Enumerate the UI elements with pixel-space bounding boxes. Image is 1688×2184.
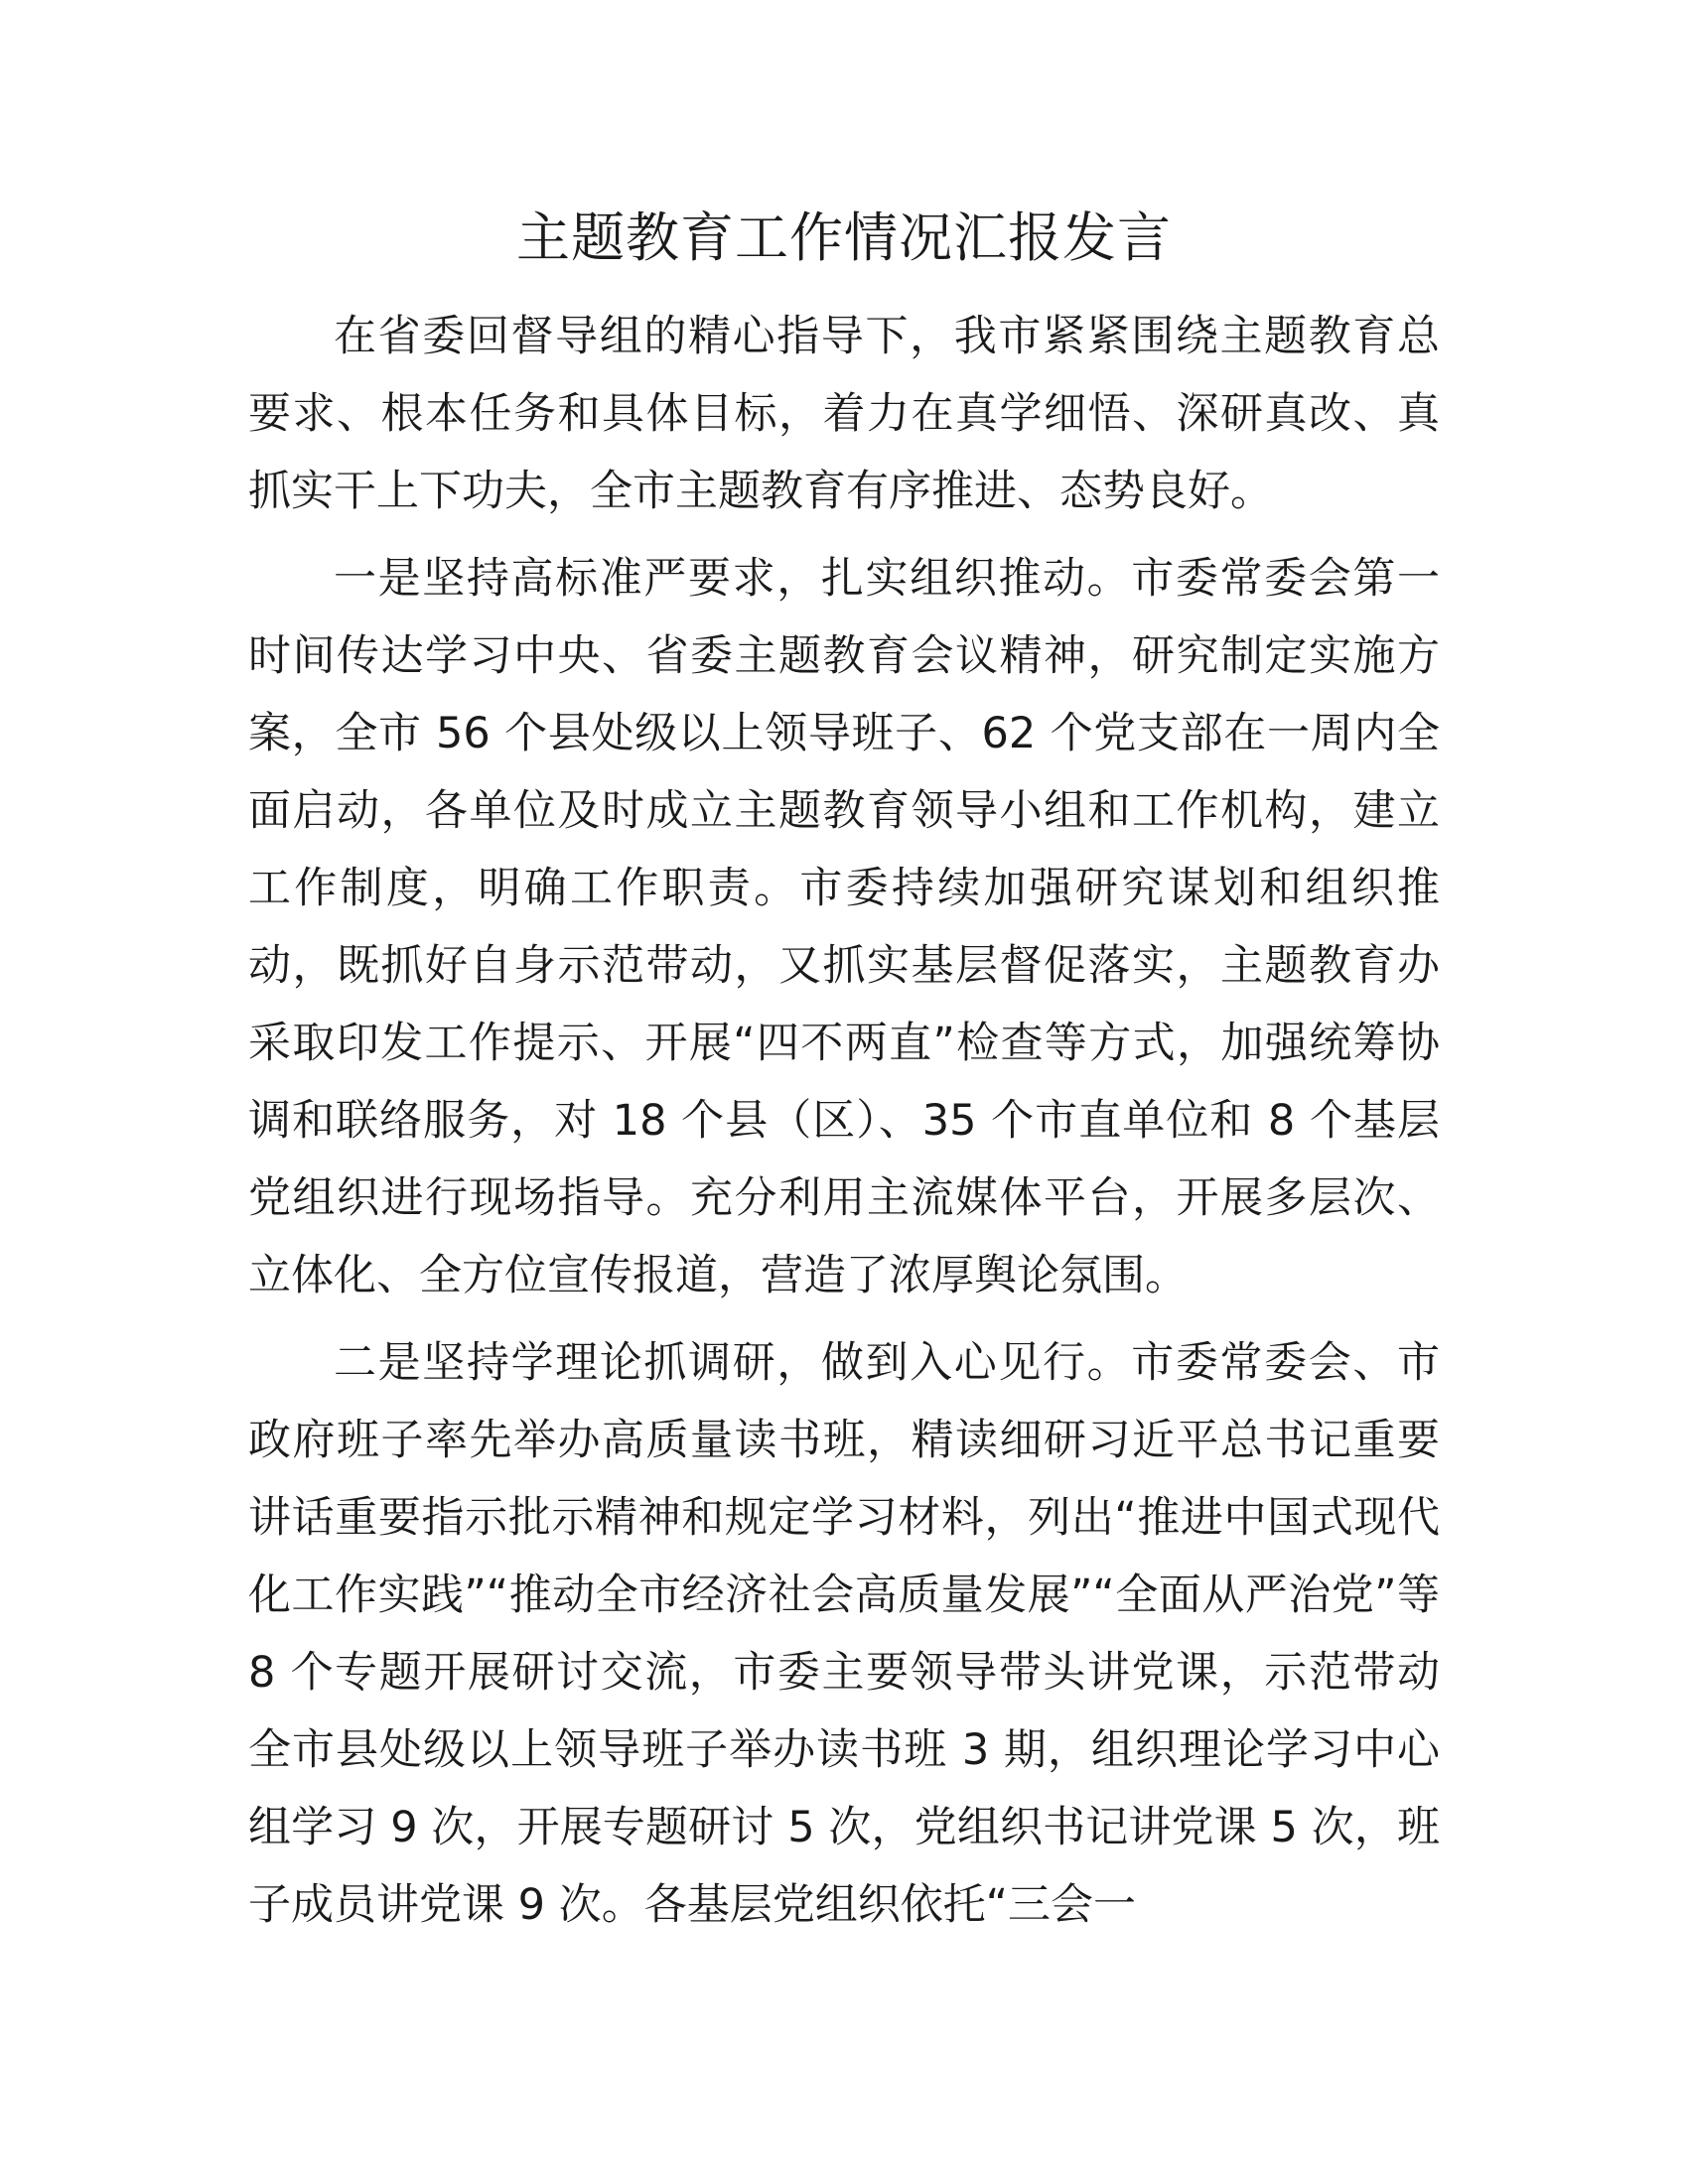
document-title: 主题教育工作情况汇报发言 xyxy=(516,206,1172,269)
document-body xyxy=(248,298,1440,1954)
paragraph-intro: 在省委回督导组的精心指导下，我市紧紧围绕主题教育总要求、根本任务和具体目标，着力在真学细悟、深研真改、真抓实干上下功夫，全市主题教育有序推进、态势良好。 xyxy=(248,312,1440,516)
paragraph-one: 一是坚持高标准严要求，扎实组织推动。市委常委会第一时间传达学习中央、省委主题教育会议精神，研究制定实施方案，全市 56 个县处级以上领导班子、62 个党支部在一周内全面启动，各单位及时成立主题教育领导小组和工作机构，建立工作制度，明确工作职责。市委持续加强研究谋划和组织推动，既抓好自身示范带动，又抓实基层督促落实，主题教育办采取印发工作提示、开展“四不两直”检查等方式，加强统筹协调和联络服务，对 18 个县（区）、35 个市直单位和 8 个基层党组织进行现场指导。充分利用主流媒体平台，开展多层次、立体化、全方位宣传报道，营造了浓厚舆论氛围。 xyxy=(248,554,1440,1300)
paragraph-two: 二是坚持学理论抓调研，做到入心见行。市委常委会、市政府班子率先举办高质量读书班，精读细研习近平总书记重要讲话重要指示批示精神和规定学习材料，列出“推进中国式现代化工作实践”“推动全市经济社会高质量发展”“全面从严治党”等 8 个专题开展研讨交流，市委主要领导带头讲党课，示范带动全市县处级以上领导班子举办读书班 3 期，组织理论学习中心组学习 9 次，开展专题研讨 5 次，党组织书记讲党课 5 次，班子成员讲党课 9 次。各基层党组织依托“三会一 xyxy=(248,1338,1440,1930)
